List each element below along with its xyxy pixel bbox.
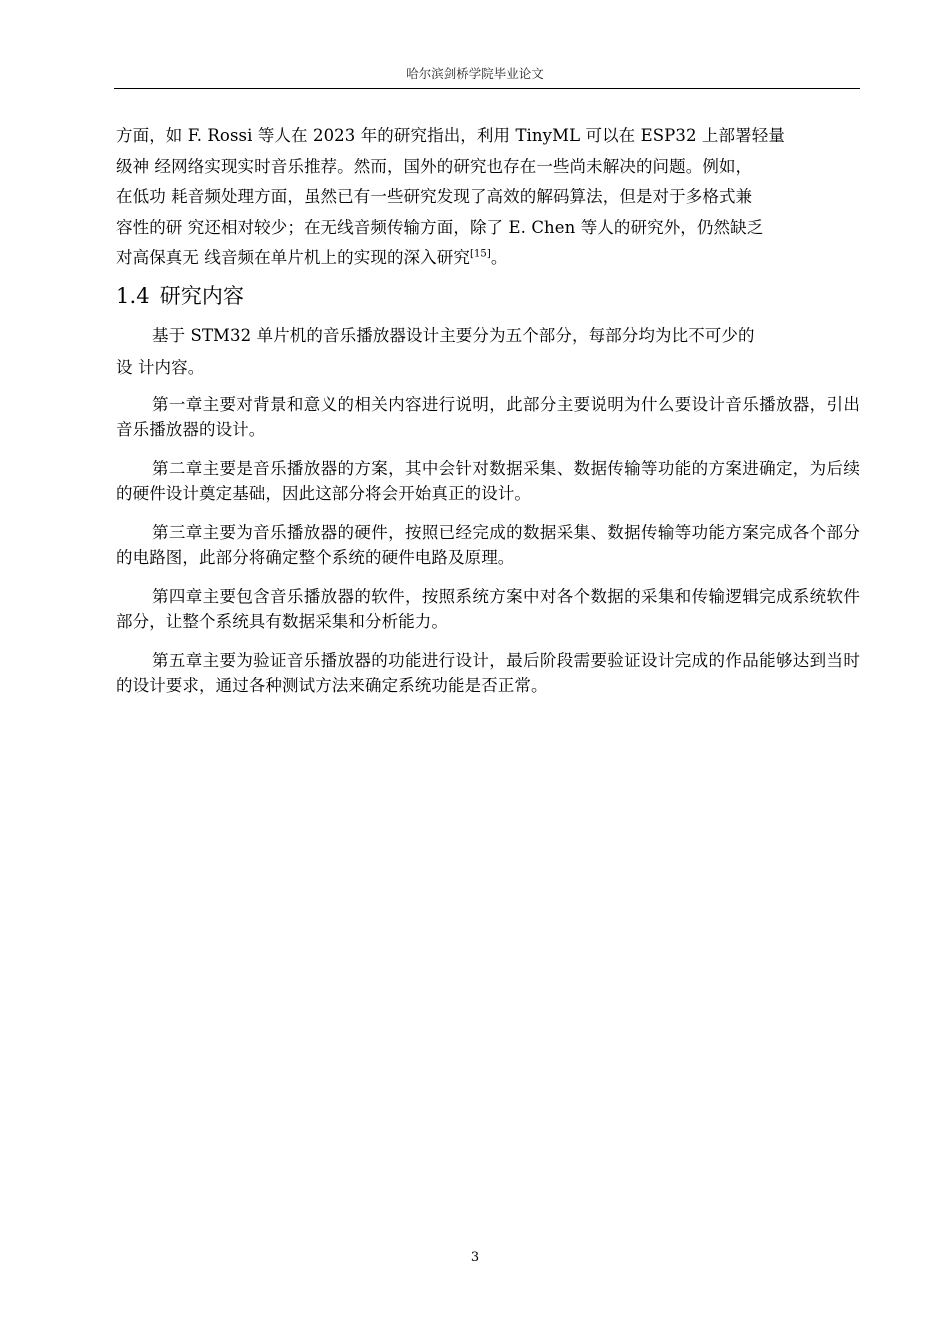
intro-line-1: 方面，如 F. Rossi 等人在 2023 年的研究指出，利用 TinyML 可以在 ESP32 上部署轻量 [116,126,785,145]
intro-line-5 [116,243,860,274]
chapter-3-paragraph: 第三章主要为音乐播放器的硬件，按照已经完成的数据采集、数据传输等功能方案完成各个部分的电路图，此部分将确定整个系统的硬件电路及原理。 [116,522,860,567]
overview-line-2: 设 计内容。 [116,357,205,377]
overview-paragraph [116,320,860,384]
chapter-2-paragraph: 第二章主要是音乐播放器的方案，其中会针对数据采集、数据传输等功能的方案进确定，为后续的硬件设计奠定基础，因此这部分将会开始真正的设计。 [116,458,860,503]
chapter-4-paragraph: 第四章主要包含音乐播放器的软件，按照系统方案中对各个数据的采集和传输逻辑完成系统软件部分，让整个系统具有数据采集和分析能力。 [116,586,860,631]
intro-line-5-text: 对高保真无 线音频在单片机上的实现的深入研究 [116,248,470,267]
page-number: 3 [470,1250,480,1265]
intro-ending-punctuation: 。 [490,248,508,267]
intro-line-2: 级神 经网络实现实时音乐推荐。然而，国外的研究也存在一些尚未解决的问题。例如， [116,156,753,176]
page-body [116,121,860,698]
running-header: 哈尔滨剑桥学院毕业论文 [406,66,544,81]
section-number: 1.4 [116,283,150,308]
intro-line-3: 在低功 耗音频处理方面，虽然已有一些研究发现了高效的解码算法，但是对于多格式兼 [116,187,753,206]
chapter-1-paragraph: 第一章主要对背景和意义的相关内容进行说明，此部分主要说明为什么要设计音乐播放器，引出音乐播放器的设计。 [116,394,860,439]
overview-line-1: 基于 STM32 单片机的音乐播放器设计主要分为五个部分，每部分均为比不可少的 [152,325,755,345]
section-title: 研究内容 [159,283,245,308]
section-heading [116,282,860,310]
intro-paragraph [116,121,860,274]
chapter-5-paragraph: 第五章主要为验证音乐播放器的功能进行设计，最后阶段需要验证设计完成的作品能够达到当时的设计要求，通过各种测试方法来确定系统功能是否正常。 [116,650,860,695]
header-divider [114,88,860,89]
intro-line-4: 容性的研 究还相对较少；在无线音频传输方面，除了 E. Chen 等人的研究外，仍然缺乏 [116,217,764,237]
citation-reference: [15] [469,248,491,260]
